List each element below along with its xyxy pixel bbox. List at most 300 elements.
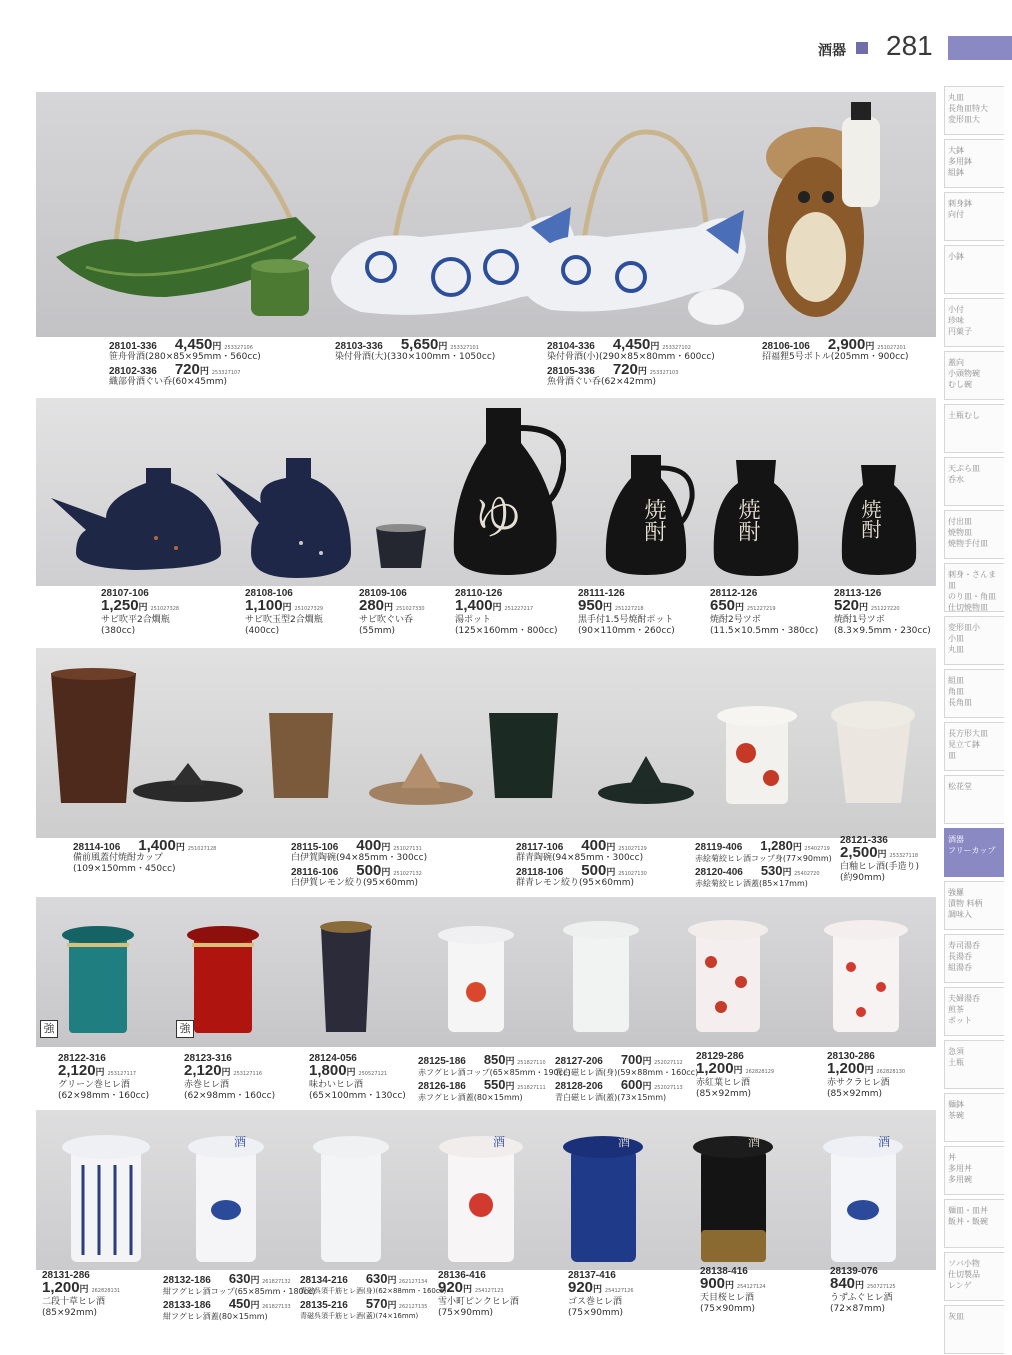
yen-unit: 円	[384, 603, 394, 613]
category-tab[interactable]: 付出皿 焼物皿 焼物手付皿	[944, 510, 1004, 559]
jan-code: 254127126	[604, 1288, 634, 1294]
product-28137	[568, 1270, 634, 1319]
product-name: グリーン巻ヒレ酒	[58, 1080, 130, 1090]
product-name: 雪小町ピンクヒレ酒	[438, 1297, 519, 1307]
product-code: 28127-206	[555, 1056, 603, 1067]
product-price: 630	[228, 1271, 251, 1286]
product-code: 28105-336	[547, 366, 595, 377]
product-price: 400	[581, 837, 607, 854]
jan-code: 250727125	[866, 1284, 896, 1290]
jan-code: 252027112	[654, 1060, 683, 1066]
category-tab[interactable]: ソバ小物 仕切製品 レンゲ	[944, 1252, 1004, 1301]
product-name: 赤フグヒレ酒コップ(65×85mm・190cc)	[418, 1068, 571, 1077]
product-price: 840	[830, 1275, 856, 1292]
category-tab[interactable]: 強羅 漬物 料柄 調味入	[944, 881, 1004, 930]
product-28107	[101, 588, 179, 637]
product-name: 紺フグヒレ酒コップ(65×85mm・180cc)	[163, 1287, 316, 1296]
section-title: 酒器	[818, 43, 846, 59]
jan-code: 262127134	[398, 1279, 428, 1285]
yen-unit: 円	[865, 342, 875, 352]
jan-code: 253327102	[662, 345, 691, 351]
yen-unit: 円	[199, 367, 209, 377]
yen-unit: 円	[505, 1082, 515, 1092]
product-name: サビ吹ぐい呑	[359, 615, 414, 625]
yen-unit: 円	[492, 603, 502, 613]
uzu-fugu-cup-photo	[821, 1125, 906, 1265]
product-code: 28121-336	[840, 835, 888, 846]
category-tab[interactable]: 長方形大皿 見立て鉢 皿	[944, 722, 1004, 771]
jan-code: 25402719	[804, 846, 830, 852]
seiji-chisuji-cup-photo	[311, 1125, 391, 1265]
yen-unit: 円	[79, 1285, 89, 1295]
product-price: 2,120	[58, 1062, 96, 1079]
product-code: 28114-106	[73, 842, 121, 853]
ajiwai-cup-photo	[311, 917, 381, 1037]
category-tab[interactable]: 寿司湯呑 長湯呑 組湯呑	[944, 934, 1004, 983]
product-name: 白伊賀レモン絞り(95×60mm)	[291, 878, 419, 888]
jan-code: 250527121	[358, 1071, 388, 1077]
product-name: 染付骨酒(小)(290×85×80mm・600cc)	[547, 352, 715, 362]
gosu-wrap-cup-photo	[561, 1125, 646, 1265]
photo-row-bottles	[36, 398, 936, 586]
product-price: 2,900	[827, 336, 866, 353]
product-code: 28118-106	[516, 867, 564, 878]
product-spec: (8.3×9.5mm・230cc)	[834, 626, 931, 636]
product-price: 4,450	[174, 336, 213, 353]
yen-unit: 円	[642, 1082, 652, 1092]
vessel-mark-shochu: 焼酎	[735, 498, 760, 542]
product-name: 焼酎1号ツボ	[834, 615, 885, 625]
yen-unit: 円	[282, 603, 292, 613]
white-iga-cup-photo	[266, 708, 336, 803]
yen-unit: 円	[387, 1301, 397, 1311]
jan-code: 253327118	[889, 853, 919, 859]
jan-code: 252027113	[654, 1085, 683, 1091]
category-tab[interactable]: 夫婦湯呑 煎茶 ポット	[944, 987, 1004, 1036]
celadon-cup-photo	[561, 912, 641, 1037]
jan-code: 251027132	[393, 871, 422, 877]
product-code: 28101-336	[109, 341, 157, 352]
product-code: 28110-126	[455, 588, 503, 599]
yen-unit: 円	[505, 1057, 515, 1067]
product-28124	[309, 1053, 406, 1102]
product-code: 28104-336	[547, 341, 595, 352]
sake-character-mark: 酒	[618, 1135, 631, 1149]
jan-code: 261827133	[262, 1304, 291, 1310]
red-fugu-cup-photo	[436, 917, 516, 1037]
round-sake-flask-photo	[211, 453, 361, 583]
category-tab[interactable]: 麺鉢 茶碗	[944, 1093, 1004, 1142]
yen-unit: 円	[381, 868, 391, 878]
jan-code: 261827132	[262, 1279, 291, 1285]
product-name: 湯ポット	[455, 615, 492, 625]
green-wrap-cup-photo	[61, 917, 136, 1037]
product-price: 530	[760, 863, 783, 878]
tanuki-bottle-photo	[756, 97, 886, 332]
product-name: うずふぐヒレ酒	[830, 1293, 893, 1303]
product-spec: (約90mm)	[840, 873, 886, 883]
jan-code: 251027201	[877, 345, 906, 351]
product-price: 650	[710, 597, 736, 614]
jan-code: 251027329	[294, 606, 324, 612]
product-code: 28133-186	[163, 1300, 211, 1311]
yen-unit: 円	[138, 603, 148, 613]
jan-code: 25402720	[794, 871, 820, 877]
product-spec: (11.5×10.5mm・380cc)	[710, 626, 819, 636]
product-price: 500	[581, 862, 607, 879]
product-name: 紺フグヒレ酒蓋(80×15mm)	[163, 1312, 268, 1321]
category-tab[interactable]: 蓋向 小頭物碗 むし碗	[944, 351, 1004, 400]
product-28108	[245, 588, 323, 637]
product-28129	[696, 1051, 774, 1100]
product-price: 1,280	[760, 838, 793, 853]
product-name: 青磁呉須千筋ヒレ酒(身)(62×88mm・160cc)	[300, 1287, 447, 1295]
bizen-cup-photo	[46, 668, 141, 808]
product-spec: (380cc)	[101, 626, 136, 636]
jan-code: 262828129	[745, 1069, 775, 1075]
vessel-mark-shochu: 焼酎	[858, 499, 882, 539]
jan-code: 253327101	[450, 345, 479, 351]
product-price: 450	[228, 1296, 251, 1311]
jan-code: 251027128	[187, 846, 217, 852]
product-28136	[438, 1270, 519, 1319]
product-name: 赤絵菊絞ヒレ酒コップ身(77×90mm)	[695, 854, 832, 863]
yen-unit: 円	[250, 1276, 260, 1286]
yen-unit: 円	[864, 1066, 874, 1076]
product-code: 28129-286	[696, 1051, 744, 1062]
fish-sake-warmer-small-photo	[506, 112, 756, 332]
jan-code: 253127116	[233, 1071, 263, 1077]
product-name: 招福狸5号ボトル(205mm・900cc)	[762, 352, 909, 362]
strong-badge: 強	[176, 1020, 194, 1038]
product-price: 1,400	[138, 837, 176, 854]
product-price: 600	[620, 1077, 643, 1092]
yen-unit: 円	[733, 1066, 743, 1076]
product-code: 28102-336	[109, 366, 157, 377]
jan-code: 251027328	[150, 606, 180, 612]
red-maple-cup-photo	[686, 912, 771, 1037]
category-tab[interactable]: 酒器 フリーカップ	[944, 828, 1004, 877]
shochu-jar-2-photo	[706, 458, 806, 578]
product-name: 赤絵菊絞ヒレ酒蓋(85×17mm)	[695, 879, 808, 888]
jan-code: 253327107	[211, 370, 241, 376]
product-code: 28108-106	[245, 588, 293, 599]
jan-code: 251027130	[618, 871, 647, 877]
flat-sake-flask-photo	[46, 458, 226, 578]
product-price: 1,400	[455, 597, 493, 614]
product-code: 28103-336	[335, 341, 383, 352]
product-code: 28113-126	[834, 588, 882, 599]
red-wrap-cup-photo	[186, 917, 261, 1037]
yukikomachi-cup-photo	[436, 1125, 526, 1265]
jan-code: 262828130	[876, 1069, 906, 1075]
product-price: 500	[356, 862, 382, 879]
product-28117	[516, 839, 647, 889]
tokusa-cup-photo	[61, 1125, 151, 1265]
product-name: 群青陶碗(94×85mm・300cc)	[516, 853, 644, 863]
product-28127	[555, 1053, 698, 1103]
jan-code: 251227218	[614, 606, 644, 612]
product-spec: (75×90mm)	[568, 1308, 624, 1318]
jan-code: 251227217	[504, 606, 534, 612]
product-28106	[762, 338, 909, 363]
category-tab[interactable]: 丸皿 長角皿特大 変形皿大	[944, 86, 1004, 135]
yen-unit: 円	[381, 843, 391, 853]
yen-unit: 円	[212, 342, 222, 352]
product-spec: (85×92mm)	[696, 1089, 752, 1099]
product-price: 920	[438, 1279, 464, 1296]
category-tab[interactable]: 丼 多用丼 多用碗	[944, 1146, 1004, 1195]
product-code: 28123-316	[184, 1053, 232, 1064]
product-price: 1,800	[309, 1062, 347, 1079]
product-code: 28125-186	[418, 1056, 466, 1067]
jan-code: 251827111	[517, 1085, 546, 1091]
yen-unit: 円	[250, 1301, 260, 1311]
yen-unit: 円	[606, 868, 616, 878]
product-code: 28130-286	[827, 1051, 875, 1062]
product-code: 28117-106	[516, 842, 564, 853]
product-code: 28134-216	[300, 1275, 348, 1286]
jan-code: 262127135	[398, 1304, 428, 1310]
sake-character-mark: 酒	[878, 1135, 891, 1149]
product-price: 720	[174, 361, 200, 378]
hot-water-pot-photo	[446, 403, 566, 578]
product-code: 28124-056	[309, 1053, 357, 1064]
yen-unit: 円	[463, 1285, 473, 1295]
category-tab[interactable]: 土瓶むし	[944, 404, 1004, 453]
product-name: ゴス巻ヒレ酒	[568, 1297, 623, 1307]
category-tab[interactable]: 急須 土瓶	[944, 1040, 1004, 1089]
product-28113	[834, 588, 931, 637]
yen-unit: 円	[642, 1057, 652, 1067]
product-price: 700	[620, 1052, 643, 1067]
product-code: 28115-106	[291, 842, 339, 853]
jan-code: 254127123	[474, 1288, 504, 1294]
red-sakura-cup-photo	[821, 912, 911, 1037]
product-code: 28120-406	[695, 867, 743, 878]
product-28119	[695, 839, 832, 889]
product-name: 青磁呉須千筋ヒレ酒(蓋)(74×16mm)	[300, 1312, 419, 1320]
product-code: 28131-286	[42, 1270, 90, 1281]
product-price: 550	[483, 1077, 506, 1092]
white-iga-squeezer-photo	[366, 748, 476, 808]
yen-unit: 円	[175, 843, 185, 853]
product-name: 黒手付1.5号焼酎ポット	[578, 615, 674, 625]
product-code: 28132-186	[163, 1275, 211, 1286]
product-spec: (62×98mm・160cc)	[58, 1091, 150, 1101]
yen-unit: 円	[603, 603, 613, 613]
jan-code: 253127117	[107, 1071, 137, 1077]
shochu-pot-handled-photo	[596, 453, 696, 578]
product-spec: (400cc)	[245, 626, 280, 636]
yen-unit: 円	[387, 1276, 397, 1286]
jan-code: 251227220	[870, 606, 900, 612]
category-tab[interactable]: 天ぷら皿 呑水	[944, 457, 1004, 506]
product-price: 720	[612, 361, 638, 378]
product-code: 28128-206	[555, 1081, 603, 1092]
category-tab[interactable]: 刺身・さんま皿 のり皿・角皿 仕切焼物皿	[944, 563, 1004, 612]
product-name: 備前風蓋付焼酎カップ	[73, 853, 163, 863]
jan-code: 253327106	[224, 345, 253, 351]
product-name: 赤フグヒレ酒蓋(80×15mm)	[418, 1093, 523, 1102]
navy-fugu-cup-photo	[186, 1125, 266, 1265]
product-price: 1,250	[101, 597, 139, 614]
boat-sake-warmer-photo	[46, 92, 336, 337]
product-28130	[827, 1051, 905, 1100]
product-name: 白伊賀陶碗(94×85mm・300cc)	[291, 853, 428, 863]
product-spec: (85×92mm)	[42, 1308, 98, 1318]
yen-unit: 円	[855, 1281, 865, 1291]
yen-unit: 円	[95, 1068, 105, 1078]
akae-kiku-cup-photo	[716, 698, 801, 808]
product-code: 28136-416	[438, 1270, 486, 1281]
product-price: 520	[834, 597, 860, 614]
product-28109	[359, 588, 425, 637]
sake-character-mark: 酒	[234, 1135, 247, 1149]
product-price: 4,450	[612, 336, 651, 353]
product-price: 400	[356, 837, 382, 854]
category-tab[interactable]: 大鉢 多用鉢 組鉢	[944, 139, 1004, 188]
product-spec: (65×100mm・130cc)	[309, 1091, 406, 1101]
sake-character-mark: 酒	[748, 1135, 761, 1149]
product-price: 920	[568, 1279, 594, 1296]
category-tab[interactable]: 松花堂	[944, 775, 1004, 824]
product-name: サビ吹玉型2合燗瓶	[245, 615, 323, 625]
photo-row-hire-sake-cups-2	[36, 1110, 936, 1270]
product-price: 950	[578, 597, 604, 614]
white-glaze-cup-photo	[826, 693, 921, 808]
yen-unit: 円	[782, 868, 792, 878]
product-28138	[700, 1266, 766, 1315]
product-28123	[184, 1053, 275, 1102]
product-code: 28135-216	[300, 1300, 348, 1311]
product-price: 850	[483, 1052, 506, 1067]
product-28101	[109, 338, 261, 388]
product-price: 570	[365, 1296, 388, 1311]
product-name: 青白磁ヒレ酒(身)(59×88mm・160cc)	[555, 1068, 699, 1077]
yen-unit: 円	[725, 1281, 735, 1291]
category-tab[interactable]: 刺身鉢 向付	[944, 192, 1004, 241]
category-tab[interactable]: 麺皿・皿丼 飯丼・飯碗	[944, 1199, 1004, 1248]
product-code: 28139-076	[830, 1266, 878, 1277]
product-code: 28107-106	[101, 588, 149, 599]
product-28112	[710, 588, 818, 637]
photo-row-cups-squeezers	[36, 648, 936, 838]
product-name: 焼酎2号ツボ	[710, 615, 761, 625]
product-name: 魚骨酒ぐい呑(62×42mm)	[547, 377, 657, 387]
photo-row-hire-sake-cups-1	[36, 897, 936, 1047]
product-28132	[163, 1272, 316, 1322]
page-number: 281	[886, 30, 933, 61]
product-spec: (85×92mm)	[827, 1089, 883, 1099]
product-name: サビ吹平2合燗瓶	[101, 615, 170, 625]
yen-unit: 円	[650, 342, 660, 352]
product-price: 1,200	[696, 1060, 734, 1077]
product-spec: (72×87mm)	[830, 1304, 886, 1314]
product-spec: (62×98mm・160cc)	[184, 1091, 276, 1101]
yen-unit: 円	[859, 603, 869, 613]
product-name: 白釉ヒレ酒(手造り)	[840, 862, 920, 872]
product-name: 赤紅葉ヒレ酒	[696, 1078, 751, 1088]
yen-unit: 円	[792, 843, 802, 853]
shochu-jar-1-photo	[836, 463, 921, 578]
product-price: 1,200	[42, 1279, 80, 1296]
product-name: 赤サクラヒレ酒	[827, 1078, 890, 1088]
product-28110	[455, 588, 558, 637]
product-price: 280	[359, 597, 385, 614]
vessel-mark-yu: ゆ	[474, 489, 523, 545]
product-name: 赤巻ヒレ酒	[184, 1080, 230, 1090]
category-tab[interactable]: 灰皿	[944, 1305, 1004, 1354]
jan-code: 253327103	[649, 370, 679, 376]
category-index	[944, 86, 1004, 1355]
product-price: 900	[700, 1275, 726, 1292]
product-spec: (109×150mm・450cc)	[73, 864, 176, 874]
yen-unit: 円	[735, 603, 745, 613]
product-name: 群青レモン絞り(95×60mm)	[516, 878, 635, 888]
product-name: 青白磁ヒレ酒(蓋)(73×15mm)	[555, 1093, 667, 1102]
product-28131	[42, 1270, 120, 1319]
product-code: 28116-106	[291, 867, 339, 878]
yen-unit: 円	[877, 850, 887, 860]
product-spec: (75×90mm)	[700, 1304, 756, 1314]
product-name: 染付骨酒(大)(330×100mm・1050cc)	[335, 352, 496, 362]
product-28104	[547, 338, 715, 388]
product-28115	[291, 839, 427, 889]
product-name: 織部骨酒ぐい呑(60×45mm)	[109, 377, 228, 387]
jan-code: 251027131	[393, 846, 422, 852]
product-price: 630	[365, 1271, 388, 1286]
category-tab[interactable]: 小鉢	[944, 245, 1004, 294]
jan-code: 251827110	[517, 1060, 546, 1066]
product-spec: (55mm)	[359, 626, 396, 636]
product-code: 28138-416	[700, 1266, 748, 1277]
product-name: 二段十草ヒレ酒	[42, 1297, 106, 1307]
photo-row-sake-warmers	[36, 92, 936, 337]
section-mark	[856, 42, 868, 54]
product-price: 2,500	[840, 844, 878, 861]
product-28103	[335, 338, 495, 363]
jan-code: 251227219	[746, 606, 776, 612]
category-tab[interactable]: 組皿 角皿 長角皿	[944, 669, 1004, 718]
category-tab[interactable]: 変形皿小 小皿 丸皿	[944, 616, 1004, 665]
vessel-mark-shochu: 焼酎	[641, 498, 666, 542]
gunjo-squeezer-photo	[596, 748, 696, 808]
gunjo-cup-photo	[486, 708, 561, 803]
product-28111	[578, 588, 675, 637]
jan-code: 262828131	[91, 1288, 121, 1294]
product-28139	[830, 1266, 896, 1315]
yen-unit: 円	[438, 342, 448, 352]
jan-code: 251027129	[618, 846, 647, 852]
product-code: 28106-106	[762, 341, 810, 352]
yen-unit: 円	[593, 1285, 603, 1295]
yen-unit: 円	[606, 843, 616, 853]
product-name: 天目桜ヒレ酒	[700, 1293, 755, 1303]
product-price: 1,200	[827, 1060, 865, 1077]
product-28134	[300, 1272, 446, 1322]
sake-cup-speckled-photo	[371, 523, 431, 573]
tenmoku-sakura-cup-photo	[691, 1125, 776, 1265]
product-code: 28137-416	[568, 1270, 616, 1281]
jan-code: 251027330	[395, 606, 425, 612]
product-spec: (125×160mm・800cc)	[455, 626, 558, 636]
category-tab[interactable]: 小付 珍味 円菓子	[944, 298, 1004, 347]
product-28121	[840, 835, 919, 884]
strong-badge: 強	[40, 1020, 58, 1038]
product-code: 28109-106	[359, 588, 407, 599]
product-28125	[418, 1053, 571, 1103]
